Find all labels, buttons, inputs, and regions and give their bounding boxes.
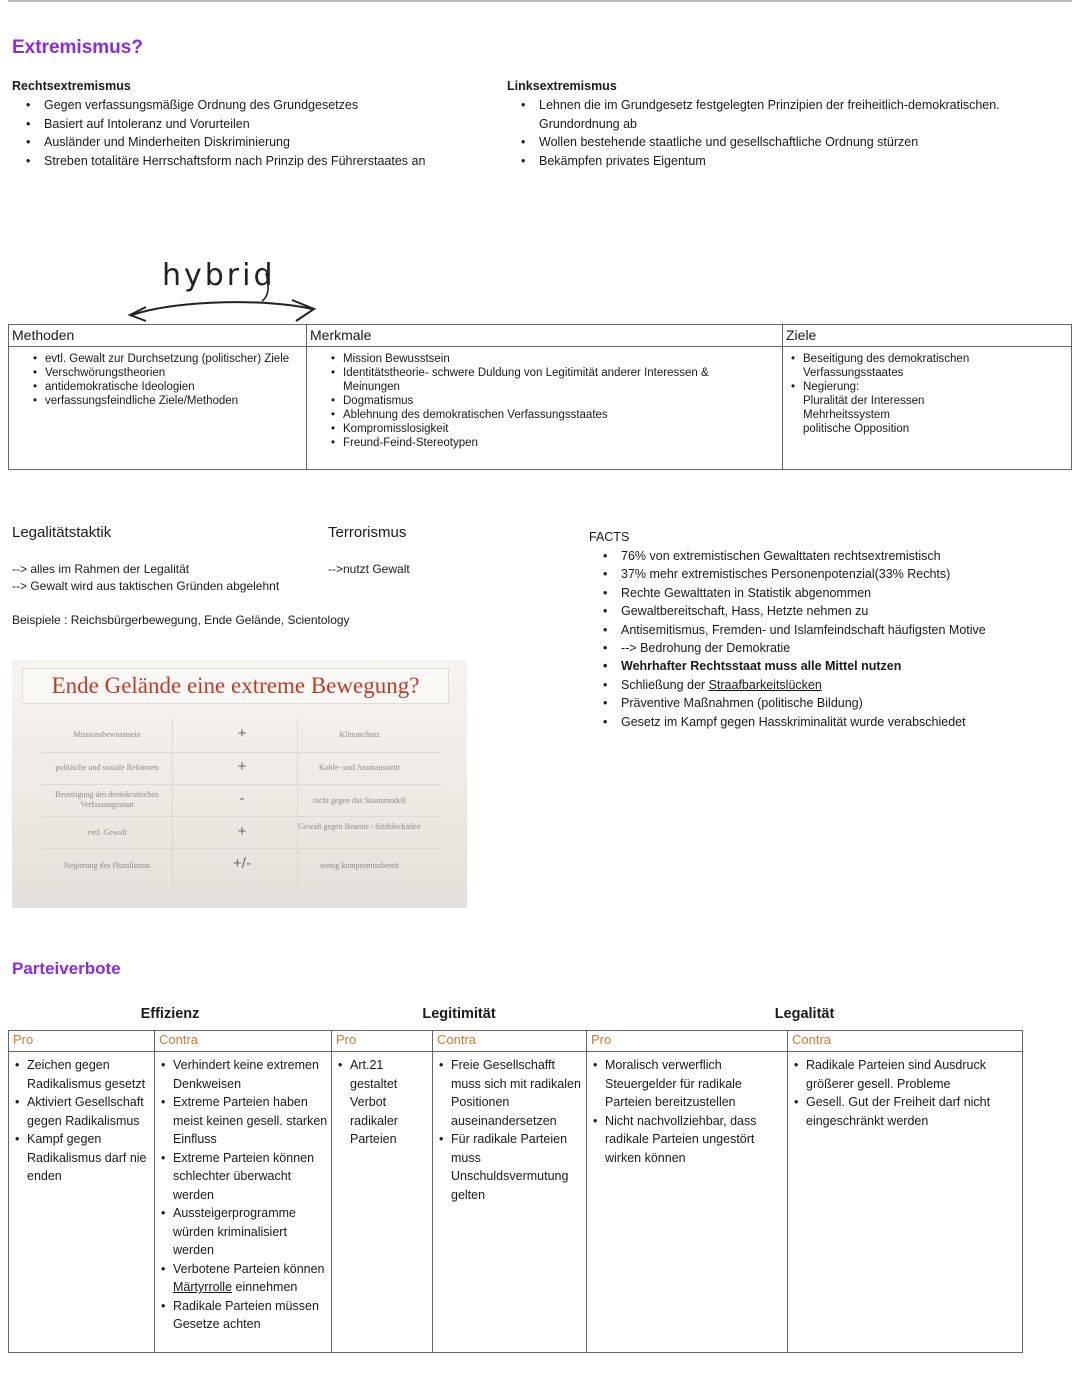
list-item: • antidemokratische Ideologien <box>29 380 300 394</box>
list-item: • Moralisch verwerflich Steuergelder für radikale Parteien bereitzustellen <box>589 1056 785 1112</box>
underlined-word: Straafbarkeitslücken <box>708 677 822 692</box>
extremism-table <box>8 324 1072 470</box>
merkmale-header: Merkmale <box>307 325 783 347</box>
underlined-word: Märtyrrolle <box>173 1280 233 1294</box>
top-divider <box>8 0 1072 2</box>
legalitaet-line-1: --> alles im Rahmen der Legalität <box>12 562 190 576</box>
list-item <box>157 1260 329 1297</box>
legalitaet-contra-cell <box>788 1052 1023 1353</box>
list-item: • Aussteigerprogramme würden kriminalisiert werden <box>157 1204 329 1260</box>
ziele-sub-item: politische Opposition <box>803 423 910 435</box>
slide-row <box>12 786 467 818</box>
methoden-header: Methoden <box>9 325 307 347</box>
list-item: • Lehnen die im Grundgesetz festgelegten Prinzipien der freiheitlich-demokratischen. Grundordnung ab <box>517 96 1062 133</box>
effizienz-pro-cell <box>9 1052 155 1353</box>
legalitaet-line-2: --> Gewalt wird aus taktischen Gründen abgelehnt <box>12 579 280 593</box>
list-item: • Extreme Parteien haben meist keinen gesell. starken Einfluss <box>157 1093 329 1149</box>
merkmale-cell <box>307 347 783 470</box>
slide-left-cell: Missionsbewusstsein <box>73 730 141 739</box>
list-item: • Ausländer und Minderheiten Diskriminierung <box>22 133 492 152</box>
pro-header: Pro <box>332 1031 433 1052</box>
slide-row <box>12 722 467 754</box>
list-item: • Art.21 gestaltet Verbot radikaler Parteien <box>334 1056 430 1149</box>
list-item: • Kompromisslosigkeit <box>327 422 747 436</box>
facts-list <box>599 547 1019 731</box>
list-item: • Gesetz im Kampf gegen Hasskriminalität wurde verabschiedet <box>599 713 1019 731</box>
list-item: • Antisemitismus, Fremden- und Islamfeindschaft häufigsten Motive <box>599 621 1019 639</box>
slide-right-cell: wenig kompromissbereit <box>319 861 400 870</box>
group-legalitaet: Legalität <box>774 1006 835 1022</box>
list-item: • Gesell. Gut der Freiheit darf nicht eingeschränkt werden <box>790 1093 1020 1130</box>
list-item: • Präventive Maßnahmen (politische Bildung) <box>599 694 1019 712</box>
slide-left-cell: politische und soziale Reformen <box>55 763 159 772</box>
terror-heading: Terrorismus <box>328 524 407 541</box>
legalitaet-heading: Legalitätstaktik <box>12 524 112 541</box>
list-item: • Extreme Parteien können schlechter überwacht werden <box>157 1149 329 1205</box>
list-item: • Freie Gesellschafft muss sich mit radikalen Positionen auseinandersetzen <box>435 1056 584 1130</box>
list-item: • Ablehnung des demokratischen Verfassungsstaates <box>327 408 747 422</box>
list-item: • Mission Bewusstsein <box>327 352 747 366</box>
parteiverbote-heading: Parteiverbote <box>12 959 121 978</box>
contra-header: Contra <box>788 1031 1023 1052</box>
list-item: • Negierung: <box>787 380 987 394</box>
ziele-sub-item: Pluralität der Interessen <box>803 395 925 407</box>
list-item: • Radikale Parteien müssen Gesetze achten <box>157 1297 329 1334</box>
ziele-cell <box>783 347 1072 470</box>
list-item: • Dogmatismus <box>327 394 747 408</box>
contra-header: Contra <box>155 1031 332 1052</box>
list-item: • Aktiviert Gesellschaft gegen Radikalismus <box>11 1093 152 1130</box>
slide-right-cell: Klimaschutz <box>339 730 380 739</box>
list-item <box>599 676 1019 694</box>
rechts-list <box>22 96 492 170</box>
slide-title: Ende Gelände eine extreme Bewegung? <box>22 668 449 704</box>
slide-sign: - <box>239 790 245 807</box>
legitimitaet-contra-cell <box>433 1052 587 1353</box>
links-list <box>517 96 1062 170</box>
slide-row <box>12 754 467 786</box>
contra-header: Contra <box>433 1031 587 1052</box>
hybrid-handwriting <box>120 255 330 325</box>
group-effizienz: Effizienz <box>140 1006 200 1022</box>
slide-sign: + <box>237 758 247 775</box>
list-item: • Identitätstheorie- schwere Duldung von Legitimität anderer Interessen & Meinungen <box>327 366 747 394</box>
slide-left-cell: Beseitigung des demokratischen Verfassungsstaat <box>55 790 159 809</box>
group-legitimitaet: Legitimität <box>422 1006 496 1022</box>
links-heading: Linksextremismus <box>507 79 617 93</box>
ziele-header: Ziele <box>783 325 1072 347</box>
legalitaet-pro-cell <box>587 1052 788 1353</box>
list-item: • Wollen bestehende staatliche und gesellschaftliche Ordnung stürzen <box>517 133 1062 152</box>
contra-text: einnehmen <box>232 1280 298 1294</box>
facts-heading: FACTS <box>589 530 630 544</box>
list-item: • Für radikale Parteien muss Unschuldsvermutung gelten <box>435 1130 584 1204</box>
rechts-heading: Rechtsextremismus <box>12 79 131 93</box>
terror-line-1: -->nutzt Gewalt <box>328 562 410 576</box>
list-item: • Gegen verfassungsmäßige Ordnung des Grundgesetzes <box>22 96 492 115</box>
list-item: • 76% von extremistischen Gewalttaten rechtsextremistisch <box>599 547 1019 565</box>
slide-sign: + <box>237 725 247 742</box>
legitimitaet-pro-cell <box>332 1052 433 1353</box>
list-item: • Zeichen gegen Radikalismus gesetzt <box>11 1056 152 1093</box>
contra-text: Verbotene Parteien können <box>173 1261 325 1276</box>
list-item: • --> Bedrohung der Demokratie <box>599 639 1019 657</box>
slide-left-cell: Negierung des Pluralismus <box>63 861 151 870</box>
slide-right-cell: Gewalt gegen Beamte / Sitzblockaden <box>298 822 421 831</box>
methoden-cell <box>9 347 307 470</box>
slide-sign: + <box>237 823 247 840</box>
list-item: • Verschwörungstheorien <box>29 366 300 380</box>
facts-text: Schließung der <box>621 677 709 692</box>
slide-right-cell: Kohle- und Atomausstritt <box>318 763 401 772</box>
slide-right-cell: nicht gegen das Staatsmodell <box>312 796 407 805</box>
list-item: • Radikale Parteien sind Ausdruck größerer gesell. Probleme <box>790 1056 1020 1093</box>
beispiele-text: Beispiele : Reichsbürgerbewegung, Ende Gelände, Scientology <box>12 613 350 627</box>
list-item: • Kampf gegen Radikalismus darf nie enden <box>11 1130 152 1186</box>
ziele-sub-item: Mehrheitssystem <box>803 409 890 421</box>
parteiverbote-table <box>8 1006 1023 1353</box>
list-item: • Basiert auf Intoleranz und Vorurteilen <box>22 115 492 134</box>
effizienz-contra-cell <box>155 1052 332 1353</box>
list-item: • 37% mehr extremistisches Personenpotenzial(33% Rechts) <box>599 565 1019 583</box>
slide-sign: +/- <box>233 855 251 872</box>
list-item: • Streben totalitäre Herrschaftsform nach Prinzip des Führerstaates an <box>22 152 492 171</box>
page-title: Extremismus? <box>12 37 143 58</box>
pro-header: Pro <box>587 1031 788 1052</box>
list-item: • Nicht nachvollziehbar, dass radikale Parteien ungestört wirken können <box>589 1112 785 1168</box>
slide-row <box>12 818 467 850</box>
ende-gelaende-slide <box>12 660 467 908</box>
list-item: • Gewaltbereitschaft, Hass, Hetzte nehmen zu <box>599 602 1019 620</box>
list-item: • Verhindert keine extremen Denkweisen <box>157 1056 329 1093</box>
pro-header: Pro <box>9 1031 155 1052</box>
slide-row <box>12 850 467 882</box>
list-item: • Bekämpfen privates Eigentum <box>517 152 1062 171</box>
list-item-bold: • Wehrhafter Rechtsstaat muss alle Mittel nutzen <box>599 657 1019 675</box>
list-item: • evtl. Gewalt zur Durchsetzung (politischer) Ziele <box>29 352 300 366</box>
list-item: • Beseitigung des demokratischen Verfassungsstaates <box>787 352 987 380</box>
list-item: • verfassungsfeindliche Ziele/Methoden <box>29 394 300 408</box>
list-item: • Rechte Gewalttaten in Statistik abgenommen <box>599 584 1019 602</box>
slide-left-cell: evtl. Gewalt <box>87 828 127 837</box>
hybrid-label: hybrid <box>162 258 276 293</box>
list-item: • Freund-Feind-Stereotypen <box>327 436 747 450</box>
